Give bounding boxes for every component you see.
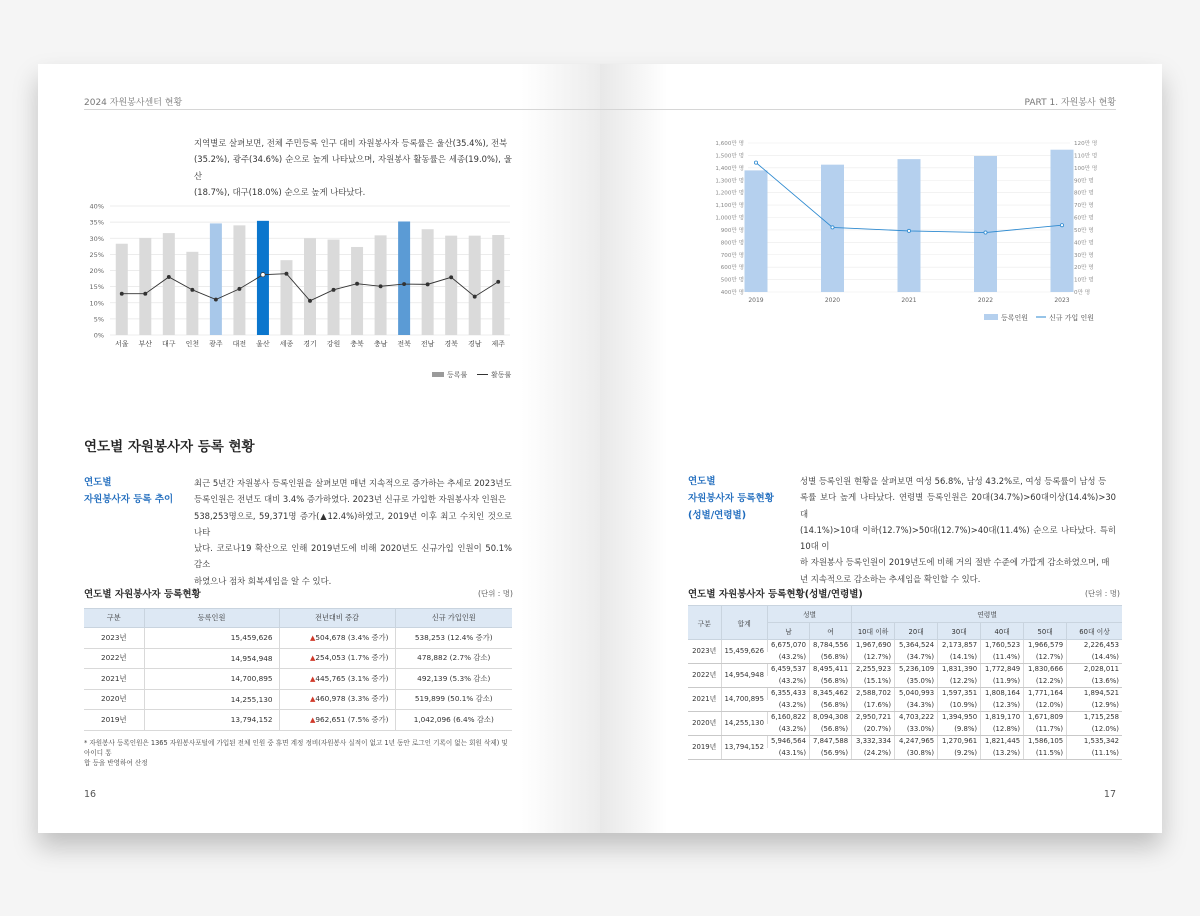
bar	[280, 260, 292, 335]
table-title: 연도별 자원봉사자 등록현황(성별/연령별)	[688, 589, 863, 600]
column-header: 40대	[981, 623, 1024, 640]
change-cell	[279, 648, 395, 669]
value-cell: 6,459,537	[767, 664, 809, 676]
percent-cell: (12.0%)	[1067, 724, 1122, 736]
y-tick-label-right: 70만 명	[1074, 203, 1094, 210]
y-tick-label-right: 30만 명	[1074, 252, 1094, 259]
data-point	[403, 282, 406, 285]
table-row	[688, 664, 1122, 676]
table-row	[688, 640, 1122, 652]
bar	[139, 238, 151, 335]
x-tick-label: 2022	[977, 297, 994, 304]
x-tick-label: 2021	[901, 297, 917, 304]
y-tick-label-right: 60만 명	[1074, 215, 1094, 222]
percent-cell: (56.8%)	[810, 652, 852, 664]
bar	[898, 159, 921, 292]
value-cell: 1,270,961	[938, 736, 981, 748]
left-page	[38, 64, 600, 833]
y-tick-label-right: 50만 명	[1074, 227, 1094, 234]
bar	[304, 238, 316, 335]
bar	[163, 233, 175, 335]
table-row	[688, 688, 1122, 700]
total-cell: 14,700,895	[721, 688, 767, 712]
y-tick-label-right: 90만 명	[1074, 178, 1094, 185]
value-cell: 1,535,342	[1067, 736, 1122, 748]
y-tick-label: 900만 명	[720, 227, 744, 234]
bar	[745, 170, 768, 292]
x-tick-label: 전남	[420, 340, 435, 348]
percent-cell: (12.3%)	[981, 700, 1024, 712]
column-header: 성별	[767, 606, 851, 623]
right-page	[600, 64, 1162, 833]
percent-cell: (13.2%)	[981, 748, 1024, 760]
bar	[257, 221, 269, 335]
body-paragraph: 최근 5년간 자원봉사 등록인원을 살펴보면 매년 지속적으로 증가하는 추세로 2023년도 등록인원은 전년도 대비 3.4% 증가하였다. 2023년 신규로 가입한 자원봉사자 인원은 538,253명으로, 59,371명 증가(▲12.4%)하였고, 2019년 이후 최고 수치인 것으로 나타 났다. 코로나19 확산으로 인해 2019년도에 비해 2020년도 신규가입 인원이 50.1% 감소 하였으나 점차 회복세임을 알 수 있다.	[194, 478, 512, 586]
total-cell: 13,794,152	[144, 710, 279, 731]
gender-age-table	[688, 605, 1122, 760]
bar	[422, 229, 434, 335]
percent-cell: (43.2%)	[767, 676, 809, 688]
table-title: 연도별 자원봉사자 등록현황	[84, 589, 201, 600]
year-cell: 2019년	[688, 736, 721, 760]
percent-cell: (9.8%)	[938, 724, 981, 736]
value-cell: 1,808,164	[981, 688, 1024, 700]
table-row	[688, 736, 1122, 748]
x-tick-label: 2023	[1054, 297, 1070, 304]
legend-label: 활동률	[491, 371, 512, 379]
change-value: 962,651 (7.5% 증가)	[315, 714, 389, 724]
data-point	[308, 299, 311, 302]
value-cell: 1,772,849	[981, 664, 1024, 676]
data-point	[120, 292, 123, 295]
y-tick-label-right: 40만 명	[1074, 240, 1094, 247]
percent-cell: (12.0%)	[1024, 700, 1067, 712]
increase-arrow-icon: ▲	[309, 695, 316, 704]
value-cell: 4,247,965	[895, 736, 938, 748]
percent-cell: (24.2%)	[852, 748, 895, 760]
percent-cell: (33.0%)	[895, 724, 938, 736]
y-tick-label: 1,300만 명	[715, 178, 744, 185]
y-tick-label: 400만 명	[720, 290, 744, 296]
percent-cell: (12.7%)	[852, 652, 895, 664]
page-number: 16	[84, 789, 97, 800]
y-tick-label: 1,000만 명	[715, 215, 744, 222]
percent-cell: (14.4%)	[1067, 652, 1122, 664]
value-cell: 6,160,822	[767, 712, 809, 724]
percent-cell: (12.2%)	[938, 676, 981, 688]
x-tick-label: 2019	[748, 297, 764, 304]
bar	[492, 235, 504, 335]
total-cell: 14,255,130	[144, 689, 279, 710]
x-tick-label: 서울	[114, 340, 129, 348]
value-cell: 1,819,170	[981, 712, 1024, 724]
percent-cell: (56.9%)	[810, 748, 852, 760]
percent-cell: (12.8%)	[981, 724, 1024, 736]
bar	[351, 247, 363, 335]
value-cell: 1,831,390	[938, 664, 981, 676]
percent-cell: (43.1%)	[767, 748, 809, 760]
value-cell: 1,966,579	[1024, 640, 1067, 652]
data-point	[238, 287, 241, 290]
data-point	[907, 229, 910, 232]
table-row	[84, 689, 512, 710]
data-point	[379, 285, 382, 288]
column-header: 연령별	[852, 606, 1122, 623]
percent-cell: (43.2%)	[767, 724, 809, 736]
percent-cell: (9.2%)	[938, 748, 981, 760]
x-tick-label: 부산	[138, 340, 153, 348]
legend-swatch	[432, 372, 444, 377]
bar	[398, 221, 410, 335]
percent-cell: (12.7%)	[1024, 652, 1067, 664]
y-tick-label: 1,200만 명	[715, 190, 744, 197]
bar	[210, 223, 222, 335]
y-tick-label: 700만 명	[720, 252, 744, 259]
new-member-cell: 538,253 (12.4% 증가)	[395, 628, 512, 649]
legend-label: 등록인원	[1001, 314, 1029, 322]
y-tick-label-right: 100만 명	[1074, 165, 1098, 172]
data-point	[984, 231, 987, 234]
bar	[445, 236, 457, 335]
running-header: 2024 자원봉사센터 현황	[84, 98, 183, 108]
value-cell: 8,495,411	[810, 664, 852, 676]
y-tick-label-right: 0만 명	[1074, 290, 1091, 296]
year-cell: 2023년	[84, 628, 144, 649]
y-tick-label: 600만 명	[720, 265, 744, 272]
data-point	[473, 295, 476, 298]
value-cell: 2,226,453	[1067, 640, 1122, 652]
x-tick-label: 세종	[279, 340, 294, 348]
y-tick-label: 25%	[89, 250, 104, 259]
column-header: 구분	[688, 606, 721, 640]
total-cell: 14,255,130	[721, 712, 767, 736]
column-header: 50대	[1024, 623, 1067, 640]
y-tick-label: 800만 명	[720, 240, 744, 247]
data-point	[285, 272, 288, 275]
x-tick-label: 광주	[209, 340, 223, 348]
percent-cell: (11.7%)	[1024, 724, 1067, 736]
new-member-cell: 519,899 (50.1% 감소)	[395, 689, 512, 710]
percent-cell: (12.2%)	[1024, 676, 1067, 688]
column-header: 등록인원	[144, 609, 279, 628]
body-paragraph: 성별 등록인원 현황을 살펴보면 여성 56.8%, 남성 43.2%로, 여성 등록률이 남성 등 록률 보다 높게 나타났다. 연령별 등록인원은 20대(34.7%)>60대이상(14.4%)>30대 (14.1%)>10대 이하(12.7%)>50대(12.7%)>40대(11.4%) 순으로 나타났다. 특히 10대 이 하 자원봉사 등록인원이 2019년도에 비해 거의 절반 수준에 가깝게 감소하였으며, 매 년 지속적으로 감소하는 추세임을 확인할 수 있다.	[800, 476, 1116, 584]
section-title: 연도별 자원봉사자 등록 현황	[84, 439, 255, 455]
bar	[116, 244, 128, 335]
y-tick-label-right: 20만 명	[1074, 265, 1094, 272]
data-point	[261, 272, 265, 276]
increase-arrow-icon: ▲	[309, 633, 316, 642]
x-tick-label: 경북	[444, 340, 458, 348]
data-point	[214, 298, 217, 301]
data-point	[831, 226, 834, 229]
bar	[186, 252, 198, 335]
value-cell: 1,830,666	[1024, 664, 1067, 676]
x-tick-label: 대구	[162, 340, 176, 348]
new-member-cell: 1,042,096 (6.4% 감소)	[395, 710, 512, 731]
table-unit: (단위 : 명)	[1085, 589, 1120, 598]
percent-cell: (34.7%)	[895, 652, 938, 664]
percent-cell: (11.4%)	[981, 652, 1024, 664]
change-value: 504,678 (3.4% 증가)	[315, 632, 389, 642]
bar	[328, 240, 340, 335]
table-footnote: * 자원봉사 등록인원은 1365 자원봉사포털에 가입된 전체 인원 중 휴면 계정 정비(자원봉사 실적이 없고 1년 동안 로그인 기록이 없는 회원 삭제) 및 아이디 통 합 등을 반영하여 산정	[84, 739, 508, 767]
value-cell: 2,950,721	[852, 712, 895, 724]
change-cell	[279, 689, 395, 710]
y-tick-label: 0%	[93, 331, 104, 340]
column-header: 여	[810, 623, 852, 640]
y-tick-label: 1,600만 명	[715, 141, 744, 147]
percent-cell: (13.6%)	[1067, 676, 1122, 688]
column-header: 전년대비 증감	[279, 609, 395, 628]
value-cell: 5,364,524	[895, 640, 938, 652]
percent-cell: (15.1%)	[852, 676, 895, 688]
year-cell: 2021년	[688, 688, 721, 712]
percent-cell: (30.8%)	[895, 748, 938, 760]
year-cell: 2023년	[688, 640, 721, 664]
data-point	[450, 276, 453, 279]
x-tick-label: 강원	[326, 340, 341, 348]
percent-cell: (56.8%)	[810, 700, 852, 712]
value-cell: 1,760,523	[981, 640, 1024, 652]
y-tick-label-right: 80만 명	[1074, 190, 1094, 197]
registration-table	[84, 608, 512, 731]
intro-paragraph: 지역별로 살펴보면, 전체 주민등록 인구 대비 자원봉사자 등록률은 울산(35.4%), 전북 (35.2%), 광주(34.6%) 순으로 높게 나타났으며, 자원봉사 활동률은 세종(19.0%), 울산 (18.7%), 대구(18.0%) 순으로 높게 나타났다.	[194, 138, 512, 197]
percent-cell: (43.2%)	[767, 652, 809, 664]
percent-cell: (11.9%)	[981, 676, 1024, 688]
x-tick-label: 대전	[232, 340, 247, 348]
data-point	[355, 282, 358, 285]
column-header: 합계	[721, 606, 767, 640]
table-row	[84, 628, 512, 649]
change-cell	[279, 710, 395, 731]
percent-cell: (56.8%)	[810, 724, 852, 736]
y-tick-label: 40%	[89, 202, 104, 211]
data-point	[332, 288, 335, 291]
x-tick-label: 경남	[467, 340, 482, 348]
year-cell: 2022년	[84, 648, 144, 669]
value-cell: 1,715,258	[1067, 712, 1122, 724]
change-cell	[279, 628, 395, 649]
percent-cell: (43.2%)	[767, 700, 809, 712]
value-cell: 1,394,950	[938, 712, 981, 724]
running-header: PART 1. 자원봉사 현황	[1024, 98, 1116, 108]
total-cell: 13,794,152	[721, 736, 767, 760]
value-cell: 5,946,564	[767, 736, 809, 748]
x-tick-label: 인천	[185, 340, 200, 348]
value-cell: 1,821,445	[981, 736, 1024, 748]
value-cell: 8,345,462	[810, 688, 852, 700]
y-tick-label: 30%	[89, 234, 104, 243]
value-cell: 8,094,308	[810, 712, 852, 724]
year-cell: 2020년	[688, 712, 721, 736]
total-cell: 14,700,895	[144, 669, 279, 690]
new-member-cell: 478,882 (2.7% 감소)	[395, 648, 512, 669]
column-header: 남	[767, 623, 809, 640]
column-header: 신규 가입인원	[395, 609, 512, 628]
percent-cell: (14.1%)	[938, 652, 981, 664]
y-tick-label: 500만 명	[720, 277, 744, 284]
year-cell: 2021년	[84, 669, 144, 690]
x-tick-label: 제주	[491, 340, 506, 348]
column-header: 30대	[938, 623, 981, 640]
data-point	[144, 292, 147, 295]
table-row	[84, 710, 512, 731]
value-cell: 1,771,164	[1024, 688, 1067, 700]
value-cell: 2,173,857	[938, 640, 981, 652]
value-cell: 1,894,521	[1067, 688, 1122, 700]
bar	[974, 156, 997, 292]
total-cell: 14,954,948	[144, 648, 279, 669]
y-tick-label: 20%	[89, 267, 104, 275]
value-cell: 1,671,809	[1024, 712, 1067, 724]
column-header: 60대 이상	[1067, 623, 1122, 640]
percent-cell: (10.9%)	[938, 700, 981, 712]
table-header-row	[84, 609, 512, 628]
bar	[1051, 150, 1074, 292]
percent-cell: (12.9%)	[1067, 700, 1122, 712]
value-cell: 6,675,070	[767, 640, 809, 652]
value-cell: 5,236,109	[895, 664, 938, 676]
y-tick-label: 15%	[89, 283, 104, 292]
data-point	[167, 275, 170, 278]
y-tick-label-right: 110만 명	[1074, 153, 1098, 160]
x-tick-label: 2020	[824, 297, 841, 304]
x-tick-label: 충남	[373, 340, 388, 348]
value-cell: 3,332,334	[852, 736, 895, 748]
legend-swatch	[984, 314, 998, 320]
y-tick-label: 1,400만 명	[715, 165, 744, 172]
y-tick-label-right: 120만 명	[1074, 141, 1098, 147]
y-tick-label: 10%	[89, 299, 104, 308]
header-rule	[84, 109, 600, 110]
total-cell: 14,954,948	[721, 664, 767, 688]
legend-label: 신규 가입 인원	[1049, 314, 1095, 322]
legend-label: 등록률	[447, 371, 468, 379]
data-point	[191, 288, 194, 291]
data-point	[426, 283, 429, 286]
data-point	[754, 161, 757, 164]
value-cell: 6,355,433	[767, 688, 809, 700]
year-cell: 2020년	[84, 689, 144, 710]
percent-cell: (17.6%)	[852, 700, 895, 712]
column-header: 20대	[895, 623, 938, 640]
change-value: 445,765 (3.1% 증가)	[315, 673, 389, 683]
page-number: 17	[1103, 789, 1116, 800]
y-tick-label: 5%	[93, 315, 104, 324]
total-cell: 15,459,626	[721, 640, 767, 664]
book-spread	[38, 64, 1162, 833]
table-unit: (단위 : 명)	[478, 589, 513, 598]
data-point	[497, 280, 500, 283]
value-cell: 7,847,588	[810, 736, 852, 748]
side-label: 연도별 자원봉사자 등록 추이	[84, 477, 174, 505]
yearly-registration-chart	[708, 136, 1128, 331]
bar	[233, 225, 245, 335]
value-cell: 1,597,351	[938, 688, 981, 700]
year-cell: 2022년	[688, 664, 721, 688]
percent-cell: (11.5%)	[1024, 748, 1067, 760]
y-tick-label: 1,100만 명	[715, 203, 744, 210]
percent-cell: (20.7%)	[852, 724, 895, 736]
y-tick-label: 35%	[89, 218, 104, 227]
table-row	[84, 669, 512, 690]
table-row	[688, 712, 1122, 724]
total-cell: 15,459,626	[144, 628, 279, 649]
column-header: 구분	[84, 609, 144, 628]
bar	[469, 236, 481, 335]
change-value: 460,978 (3.3% 증가)	[315, 694, 389, 704]
side-label: 연도별 자원봉사자 등록현황 (성별/연령별)	[688, 476, 774, 521]
table-header-row	[688, 606, 1122, 623]
value-cell: 2,028,011	[1067, 664, 1122, 676]
increase-arrow-icon: ▲	[309, 715, 316, 724]
x-tick-label: 울산	[256, 340, 270, 348]
value-cell: 2,588,702	[852, 688, 895, 700]
increase-arrow-icon: ▲	[309, 654, 316, 663]
y-tick-label-right: 10만 명	[1074, 277, 1094, 284]
percent-cell: (34.3%)	[895, 700, 938, 712]
change-value: 254,053 (1.7% 증가)	[315, 653, 389, 663]
percent-cell: (11.1%)	[1067, 748, 1122, 760]
percent-cell: (35.0%)	[895, 676, 938, 688]
y-tick-label: 1,500만 명	[715, 153, 744, 160]
x-tick-label: 경기	[303, 340, 317, 348]
header-rule	[600, 109, 1116, 110]
x-tick-label: 전북	[397, 340, 411, 348]
increase-arrow-icon: ▲	[309, 674, 316, 683]
change-cell	[279, 669, 395, 690]
column-header: 10대 이하	[852, 623, 895, 640]
regional-rate-chart	[80, 200, 520, 382]
percent-cell: (56.8%)	[810, 676, 852, 688]
value-cell: 5,040,993	[895, 688, 938, 700]
x-tick-label: 충북	[350, 340, 364, 348]
year-cell: 2019년	[84, 710, 144, 731]
value-cell: 1,967,690	[852, 640, 895, 652]
value-cell: 4,703,222	[895, 712, 938, 724]
value-cell: 2,255,923	[852, 664, 895, 676]
table-row	[84, 648, 512, 669]
value-cell: 8,784,556	[810, 640, 852, 652]
data-point	[1060, 224, 1063, 227]
new-member-cell: 492,139 (5.3% 감소)	[395, 669, 512, 690]
value-cell: 1,586,105	[1024, 736, 1067, 748]
